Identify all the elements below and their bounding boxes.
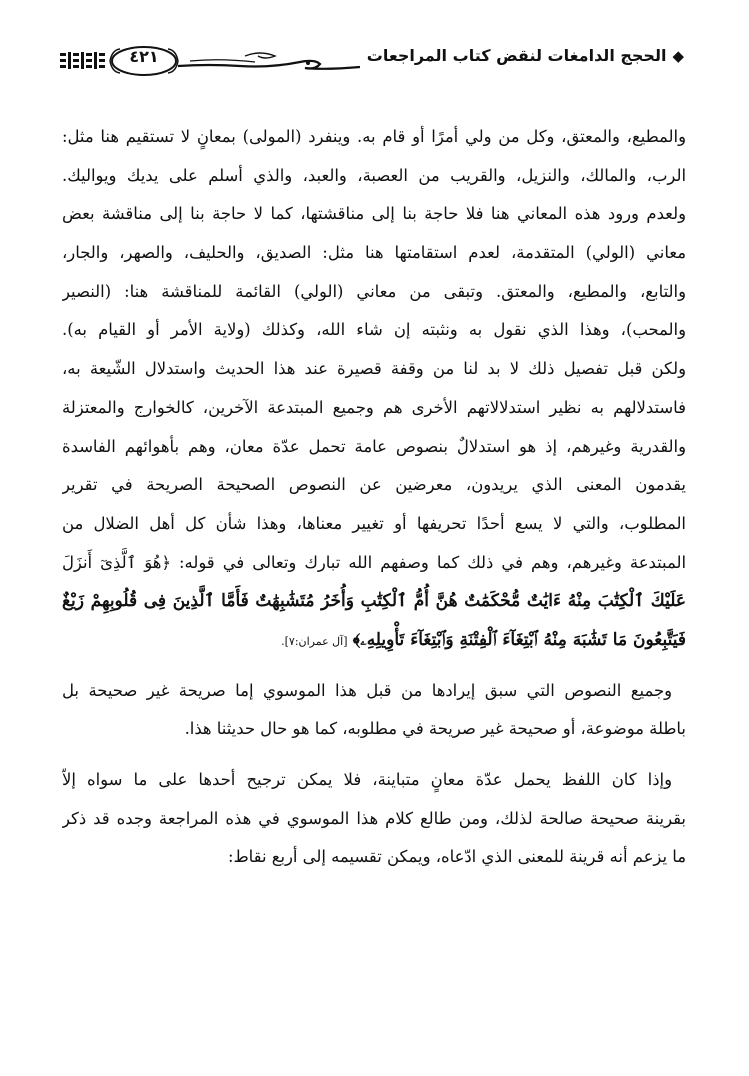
running-header [60,44,684,78]
text-line: المطلوب، والتي لا يسع أحدًا تحريفها أو تغيير معناها، وهذا شأن كل أهل الضلال من [62,513,686,533]
header-title-block [367,46,684,65]
text-line: والقدرية وغيرهم، إذ هو استدلالٌ بنصوص عامة تحمل عدّة معان، وهم بأهوائهم الفاسدة [62,436,686,456]
text-line: بقرينة صحيحة صالحة لذلك، ومن طالع كلام هذا الموسوي في هذه المراجعة وجده قد ذكر [62,808,686,828]
text-line: المبتدعة وغيرهم، وهم في ذلك كما وصفهم الله تبارك وتعالى في قوله: ﴿هُوَ ٱلَّذِىٓ أَنزَلَ [62,552,686,572]
text-line: والمطيع، والمعتق، وكل من ولي أمرًا أو قام به. وينفرد (المولى) بمعانٍ لا تستقيم هنا مثل: [62,127,686,146]
text-line: ولكن قبل تفصيل ذلك لا بد لنا من وقفة قصيرة عند هذا الحديث واستدلال الشّيعة به، [62,359,686,379]
text-line: الرب، والمالك، والنزيل، والقريب من العصبة، والعبد، والذي أسلم على يديك ويواليك. [62,165,686,185]
paragraph-gap [62,660,686,672]
quran-verse-text: فَيَتَّبِعُونَ مَا تَشَٰبَهَ مِنْهُ ٱبْتِغَآءَ ٱلْفِتْنَةِ وَٱبْتِغَآءَ تَأْوِيلِهِۦ﴾ [352,629,686,650]
text-line: ما يزعم أنه قرينة للمعنى الذي ادّعاه، ويمكن تقسيمه إلى أربع نقاط: [227,847,686,867]
quran-reference: [آل عمران:٧]. [281,634,348,648]
text-line: باطلة موضوعة، أو صحيحة غير صريحة في مطلوبه، كما هو حال حديثنا هذا. [184,719,686,739]
text-line: يقدمون المعنى الذي يريدون، معرضين عن النصوص الصحيحة الصريحة في تقرير [62,475,686,495]
quran-verse-line-with-ref [62,621,686,660]
text-line: معاني (الولي) المتقدمة، لعدم استقامتها هنا مثل: الصديق، والحليف، والصهر، والجار، [62,243,686,263]
diamond-bullet-icon: ◆ [672,47,684,65]
text-line: ولعدم ورود هذه المعاني هنا فلا حاجة بنا إلى مناقشتها، كما لا حاجة بنا إلى مناقشة بعض [62,204,686,224]
header-ornament-icon [60,44,370,78]
quran-verse-line: عَلَيْكَ ٱلْكِتَٰبَ مِنْهُ ءَايَٰتٌ مُّحْكَمَٰتٌ هُنَّ أُمُّ ٱلْكِتَٰبِ وَأُخَرُ مُتَشَٰبِهَٰتٌ فَأَمَّا ٱلَّذِينَ فِى قُلُوبِهِمْ زَيْغٌ [62,591,686,612]
text-line: والمحب)، وهذا الذي نقول به ونثبته إن شاء الله، وكذلك (ولاية الأمر أو القيام به). [62,320,686,340]
page-number: ٤٢١ [129,47,159,66]
text-line: وإذا كان اللفظ يحمل عدّة معانٍ متباينة، فلا يمكن ترجيح أحدها على ما سواه إلاّ [62,770,672,789]
text-line: فاستدلالهم به نظير استدلالاتهم الأخرى هم وجميع المبتدعة الآخرين، كالخوارج والمعتزلة [62,397,686,417]
book-title: الحجج الدامغات لنقض كتاب المراجعات [366,46,667,65]
paragraph-gap [62,749,686,761]
main-text [62,118,686,877]
text-line: وجميع النصوص التي سبق إيرادها من قبل هذا الموسوي إما صريحة غير صحيحة بل [62,680,672,700]
text-line: والتابع، والمطيع، والمعتق. وتبقى من معاني (الولي) القائمة للمناقشة هنا: (النصير [62,281,686,301]
